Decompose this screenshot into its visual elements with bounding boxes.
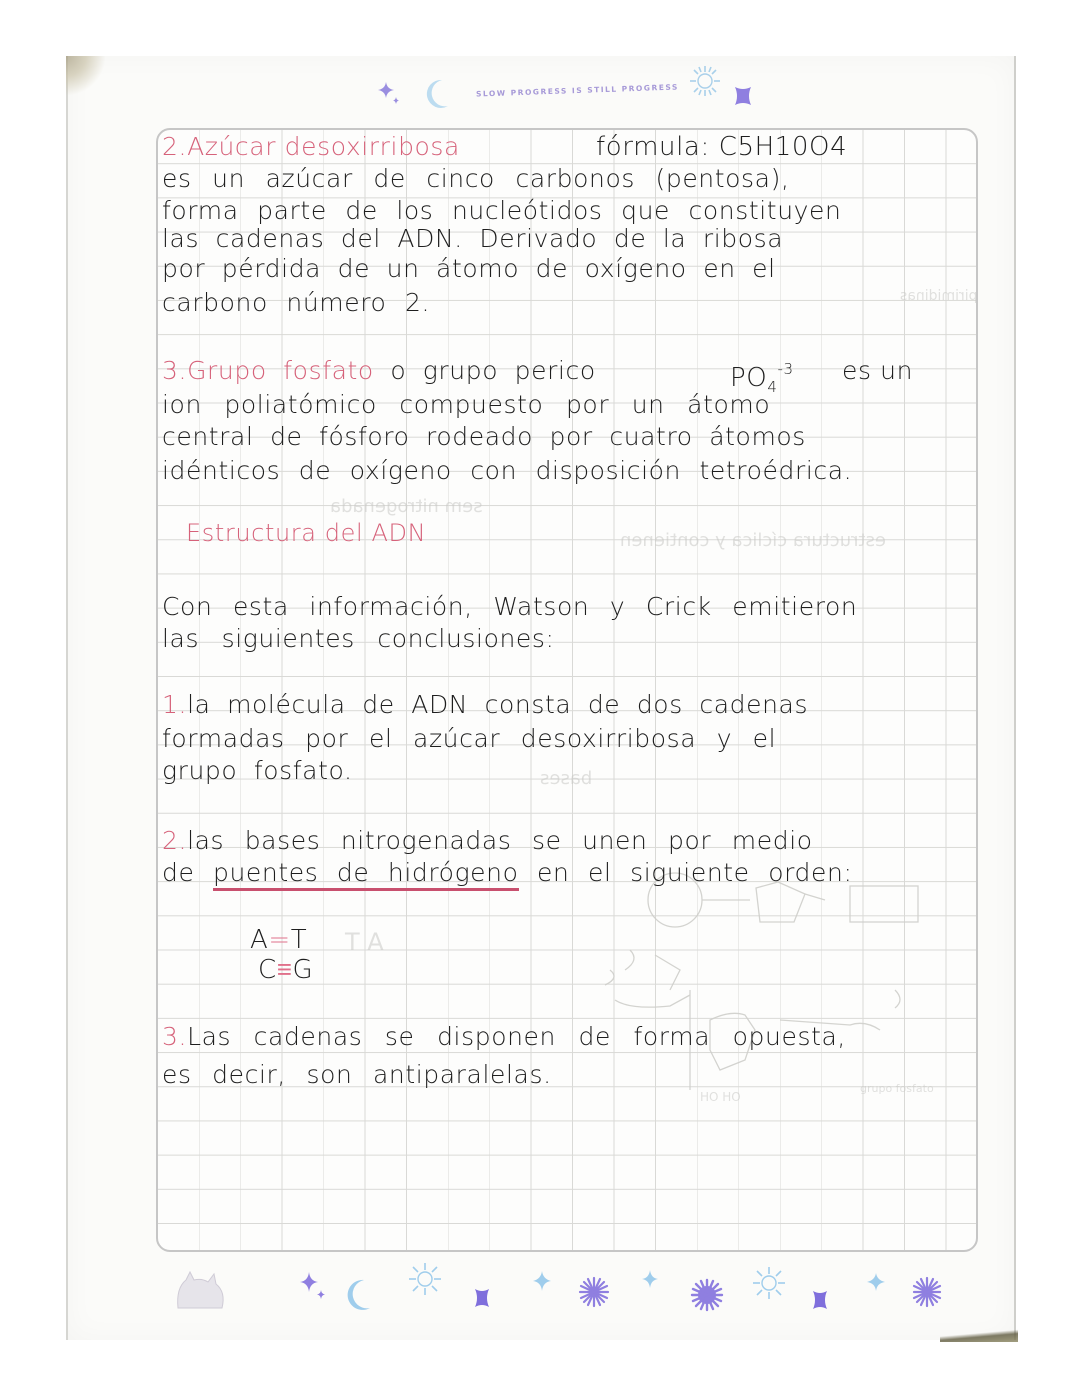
page-corner-shadow: [66, 56, 106, 96]
bleed-through-nucleotide-diagram: [520, 860, 950, 1140]
sugar-formula: C5H10O4: [718, 132, 848, 162]
conclusion-text-line: es decir, son antiparalelas.: [162, 1060, 552, 1089]
conclusion-text-line: grupo fosfato.: [162, 756, 353, 785]
crescent-moon-icon: [346, 1278, 372, 1312]
sun-ring-icon: [408, 1262, 442, 1296]
formula-subscript: 4: [767, 378, 778, 396]
phosphate-title: Grupo fosfato: [187, 356, 374, 385]
underlined-term: puentes de hidrógeno: [213, 858, 519, 891]
text-suffix: en el siguiente orden:: [537, 858, 853, 887]
sugar-text-line: es un azúcar de cinco carbonos (pentosa),: [162, 164, 790, 193]
phosphate-text-line: ion poliatómico compuesto por un átomo: [162, 390, 771, 419]
small-sparkle-icon: [866, 1272, 886, 1292]
base-label: T: [290, 925, 308, 955]
conclusion-text-line: [162, 856, 852, 890]
sugar-text-line: por pérdida de un átomo de oxígeno en el: [162, 254, 776, 283]
phosphate-heading-line: [162, 354, 596, 388]
conclusion-number: 1.: [162, 690, 188, 719]
sugar-number: 2.: [162, 132, 188, 161]
base-label: G: [292, 955, 314, 985]
triple-bond: ≡: [276, 955, 293, 985]
bleed-through-text: T A: [345, 928, 384, 956]
phosphate-text-line: idénticos de oxígeno con disposición tetroédrica.: [162, 456, 853, 485]
conclusion-number: 3.: [162, 1022, 188, 1051]
bleed-through-text: sem nitrogenada: [330, 496, 483, 517]
base-label: C: [258, 955, 277, 985]
formula-superscript: -3: [777, 360, 794, 378]
structure-intro-line: las siguientes conclusiones:: [162, 624, 555, 653]
sugar-formula-line: [596, 130, 847, 164]
phosphate-intro: o grupo perico: [390, 356, 596, 385]
starburst-icon: [578, 1276, 610, 1308]
banner-motto: SLOW PROGRESS IS STILL PROGRESS: [475, 82, 680, 99]
formula-base: PO: [730, 363, 768, 393]
four-point-star-icon: [812, 1290, 828, 1310]
sugar-text-line: carbono número 2.: [162, 288, 431, 317]
sugar-text-line: las cadenas del ADN. Derivado de la ribosa: [162, 224, 784, 253]
bleed-through-text: pirimidinas: [900, 288, 978, 304]
sparkle-icon: [298, 1270, 328, 1302]
structure-heading: Estructura del ADN: [186, 519, 427, 547]
bleed-through-text: HO HO: [700, 1090, 741, 1104]
phosphate-after-formula: es un: [842, 356, 914, 385]
starburst-icon: [912, 1276, 942, 1308]
bleed-through-text: bases: [540, 768, 593, 789]
conclusion-text: Las cadenas se disponen de forma opuesta,: [187, 1022, 846, 1051]
header-banner: [370, 70, 770, 110]
conclusion-1: [162, 688, 808, 722]
small-sparkle-icon: [532, 1270, 552, 1292]
conclusion-number: 2.: [162, 826, 188, 855]
cat-sticker-icon: [172, 1268, 232, 1314]
page-bottom-edge-shadow: [940, 1328, 1018, 1342]
sun-ring-icon: [752, 1266, 786, 1300]
conclusion-2: [162, 824, 813, 858]
starburst-icon: [690, 1278, 724, 1312]
sugar-text-line: forma parte de los nucleótidos que constituyen: [162, 196, 842, 225]
crescent-moon-icon: [422, 78, 452, 110]
bleed-through-text: grupo fosfato: [860, 1082, 934, 1095]
sparkle-icon: [376, 80, 402, 106]
conclusion-text: la molécula de ADN consta de dos cadenas: [187, 690, 809, 719]
four-point-star-icon: [474, 1288, 490, 1308]
base-pair-cg: [258, 954, 313, 986]
text-prefix: de: [162, 858, 195, 887]
base-pair-at: [250, 924, 307, 956]
base-label: A: [250, 925, 269, 955]
conclusion-3: [162, 1020, 846, 1054]
sugar-heading-line: [162, 130, 460, 164]
sparkle-icon: [640, 1268, 666, 1300]
formula-label: fórmula:: [596, 132, 710, 162]
bleed-through-text: estructura cíclica y contienen: [620, 530, 886, 551]
sugar-title: Azúcar desoxirribosa: [187, 132, 460, 161]
phosphate-text-line: central de fósforo rodeado por cuatro átomos: [162, 422, 806, 451]
structure-intro-line: Con esta información, Watson y Crick emitieron: [162, 592, 858, 621]
sun-ring-icon: [688, 64, 722, 98]
phosphate-number: 3.: [162, 356, 188, 385]
conclusion-text-line: formadas por el azúcar desoxirribosa y el: [162, 724, 777, 753]
double-bond: =: [268, 925, 291, 955]
four-point-star-icon: [734, 86, 752, 106]
conclusion-text: las bases nitrogenadas se unen por medio: [187, 826, 813, 855]
